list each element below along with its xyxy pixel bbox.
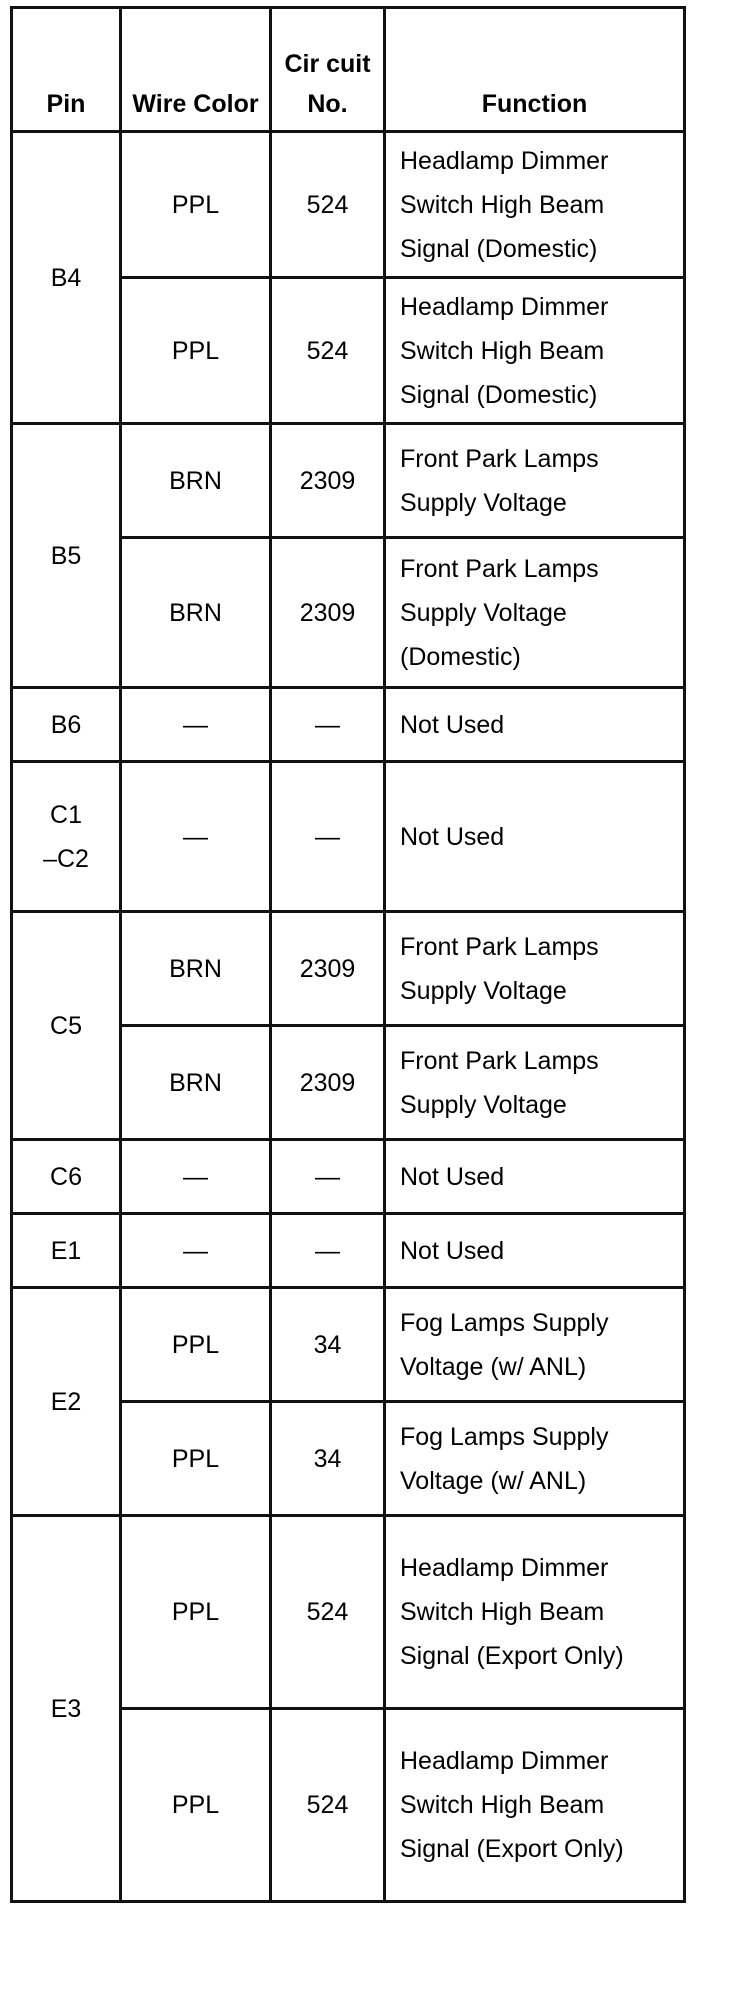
header-row	[12, 8, 685, 132]
function-cell: Front Park Lamps Supply Voltage	[385, 1026, 685, 1140]
pin-cell	[12, 1516, 121, 1902]
function-cell: Front Park Lamps Supply Voltage	[385, 912, 685, 1026]
table-row	[12, 1516, 685, 1709]
function-cell: Headlamp Dimmer Switch High Beam Signal (Domestic)	[385, 132, 685, 278]
function-cell: Fog Lamps Supply Voltage (w/ ANL)	[385, 1402, 685, 1516]
table-row	[12, 1214, 685, 1288]
function-cell: Front Park Lamps Supply Voltage (Domestic)	[385, 538, 685, 688]
pin-cell	[12, 688, 121, 762]
circuit-number-column-header: Cir cuit No.	[271, 8, 385, 132]
pin-cell	[12, 424, 121, 688]
pin-label: B6	[50, 710, 82, 739]
function-cell: Headlamp Dimmer Switch High Beam Signal (Export Only)	[385, 1709, 685, 1902]
circuit-number-cell: —	[271, 1140, 385, 1214]
table-row	[12, 688, 685, 762]
circuit-number-cell: 2309	[271, 1026, 385, 1140]
wire-color-cell: BRN	[121, 424, 271, 538]
pin-label: E1	[50, 1236, 82, 1265]
circuit-number-cell: 524	[271, 132, 385, 278]
pin-column-header: Pin	[12, 8, 121, 132]
function-cell: Not Used	[385, 762, 685, 912]
wire-color-cell: PPL	[121, 1516, 271, 1709]
pin-cell	[12, 1214, 121, 1288]
wire-color-column-header: Wire Color	[121, 8, 271, 132]
table-row	[12, 424, 685, 538]
circuit-number-cell: 34	[271, 1402, 385, 1516]
circuit-number-cell: 2309	[271, 912, 385, 1026]
table-body	[12, 132, 685, 1902]
circuit-number-cell: 2309	[271, 538, 385, 688]
table-row	[12, 912, 685, 1026]
wire-color-cell: —	[121, 688, 271, 762]
wire-color-cell: —	[121, 1214, 271, 1288]
table-row	[12, 132, 685, 278]
pin-label: C1 –C2	[43, 800, 89, 873]
wire-color-cell: PPL	[121, 1288, 271, 1402]
wire-color-cell: PPL	[121, 1709, 271, 1902]
circuit-number-cell: 524	[271, 1709, 385, 1902]
table-row	[12, 1288, 685, 1402]
circuit-number-cell: 524	[271, 278, 385, 424]
table-row	[12, 1140, 685, 1214]
wire-color-cell: —	[121, 1140, 271, 1214]
pin-label: B4	[50, 263, 82, 292]
function-cell: Not Used	[385, 1140, 685, 1214]
pin-cell	[12, 1288, 121, 1516]
pin-cell	[12, 912, 121, 1140]
function-cell: Not Used	[385, 688, 685, 762]
wire-color-cell: BRN	[121, 1026, 271, 1140]
pin-label: E2	[50, 1387, 82, 1416]
connector-pinout-table	[10, 6, 686, 1903]
function-cell: Not Used	[385, 1214, 685, 1288]
function-cell: Headlamp Dimmer Switch High Beam Signal (Export Only)	[385, 1516, 685, 1709]
wire-color-cell: —	[121, 762, 271, 912]
function-cell: Fog Lamps Supply Voltage (w/ ANL)	[385, 1288, 685, 1402]
table-header	[12, 8, 685, 132]
function-cell: Headlamp Dimmer Switch High Beam Signal (Domestic)	[385, 278, 685, 424]
table-row	[12, 762, 685, 912]
function-cell: Front Park Lamps Supply Voltage	[385, 424, 685, 538]
wire-color-cell: BRN	[121, 912, 271, 1026]
pin-cell	[12, 1140, 121, 1214]
circuit-number-cell: —	[271, 1214, 385, 1288]
circuit-number-cell: —	[271, 688, 385, 762]
circuit-number-cell: 524	[271, 1516, 385, 1709]
pin-label: E3	[50, 1694, 82, 1723]
pin-cell	[12, 762, 121, 912]
wire-color-cell: PPL	[121, 278, 271, 424]
wire-color-cell: PPL	[121, 132, 271, 278]
circuit-number-cell: —	[271, 762, 385, 912]
wire-color-cell: BRN	[121, 538, 271, 688]
wire-color-cell: PPL	[121, 1402, 271, 1516]
circuit-number-cell: 2309	[271, 424, 385, 538]
pin-label: B5	[50, 541, 82, 570]
function-column-header: Function	[385, 8, 685, 132]
circuit-number-cell: 34	[271, 1288, 385, 1402]
pin-label: C5	[50, 1011, 82, 1040]
pin-label: C6	[50, 1162, 82, 1191]
pin-cell	[12, 132, 121, 424]
